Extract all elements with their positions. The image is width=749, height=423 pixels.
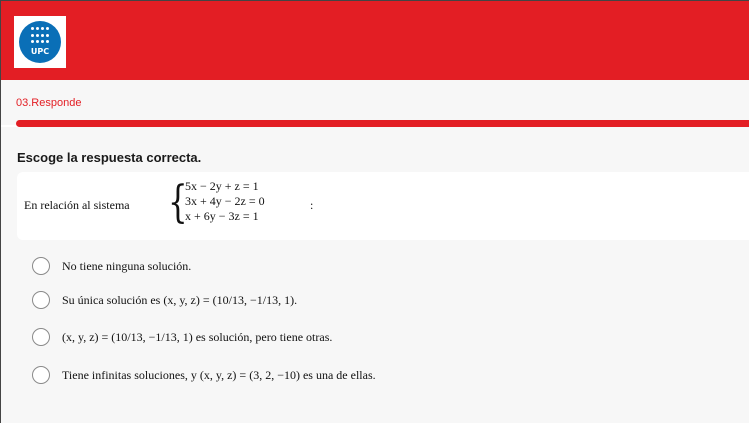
upc-logo[interactable] (14, 16, 66, 68)
section-bar (1, 80, 749, 125)
equation-3: x + 6y − 3z = 1 (185, 209, 259, 223)
question-prompt: Escoge la respuesta correcta. (17, 150, 202, 165)
radio-button-1[interactable] (32, 257, 50, 275)
option-2-pre: Su única solución es (62, 293, 164, 307)
progress-bar (16, 120, 749, 127)
section-title: 03.Responde (16, 97, 82, 109)
equation-1: 5x − 2y + z = 1 (185, 179, 259, 193)
option-4-post: es una de ellas. (299, 368, 376, 382)
option-3-text[interactable] (62, 330, 332, 345)
option-4-pre: Tiene infinitas soluciones, y (62, 368, 200, 382)
option-1-pre: No tiene ninguna solución. (62, 259, 192, 273)
logo-circle-icon (19, 21, 61, 63)
statement-end: : (310, 198, 314, 212)
option-1-text[interactable] (62, 259, 191, 274)
option-2-math: (x, y, z) = (10/13, −1/13, 1). (163, 293, 298, 307)
system-brace-icon: { (168, 177, 188, 228)
option-3-math: (x, y, z) = (10/13, −1/13, 1) (62, 330, 193, 344)
option-3-post: es solución, pero tiene otras. (192, 330, 333, 344)
option-4-text[interactable] (62, 368, 376, 383)
radio-button-4[interactable] (32, 366, 50, 384)
equation-system (185, 179, 265, 224)
logo-text: UPC (30, 47, 50, 56)
question-statement (17, 172, 749, 240)
logo-dots-icon (31, 27, 49, 45)
radio-button-3[interactable] (32, 328, 50, 346)
radio-button-2[interactable] (32, 291, 50, 309)
option-4-math: (x, y, z) = (3, 2, −10) (199, 368, 300, 382)
header-bar (1, 1, 749, 80)
option-2-text[interactable] (62, 293, 297, 308)
statement-intro: En relación al sistema (24, 198, 130, 212)
equation-2: 3x + 4y − 2z = 0 (185, 194, 265, 208)
